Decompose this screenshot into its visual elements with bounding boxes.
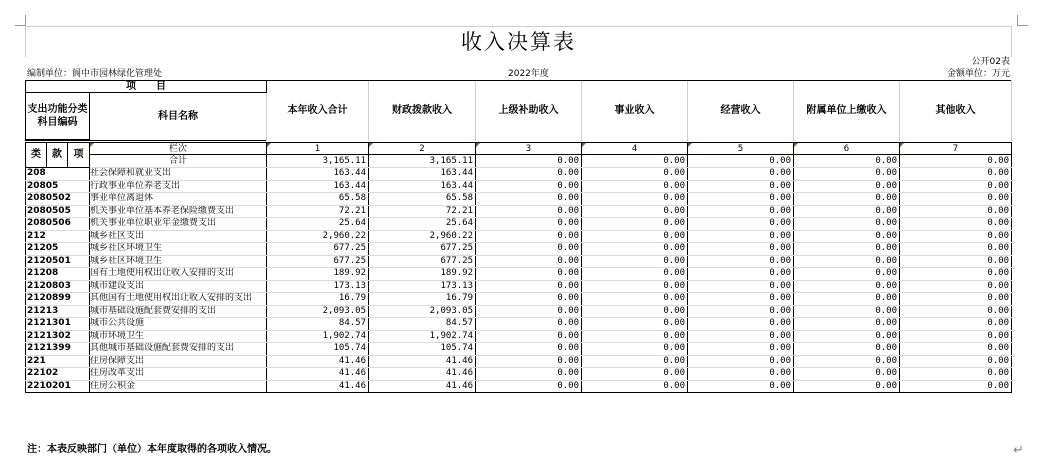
subject-name: 城乡社区支出 <box>90 230 267 243</box>
subject-code: 2080502 <box>26 193 90 206</box>
amount-cell: 0.00 <box>476 280 582 293</box>
amount-cell: 0.00 <box>476 343 582 356</box>
subject-code: 2120501 <box>26 255 90 268</box>
col-header-2: 财政拨款收入 <box>369 81 476 141</box>
lanci-label: 栏次 <box>90 143 267 155</box>
amount-cell: 16.79 <box>267 293 369 306</box>
table-code: 公开02表 <box>971 57 1010 67</box>
amount-cell: 677.25 <box>267 255 369 268</box>
amount-cell: 2,093.05 <box>369 305 476 318</box>
amount-cell: 163.44 <box>369 180 476 193</box>
amount-cell: 0.00 <box>688 205 794 218</box>
amount-cell: 41.46 <box>369 380 476 393</box>
amount-cell: 0.00 <box>476 205 582 218</box>
amount-cell: 25.64 <box>369 218 476 231</box>
amount-cell: 0.00 <box>900 318 1012 331</box>
subject-name: 事业单位离退休 <box>90 193 267 206</box>
amount-cell: 0.00 <box>582 268 688 281</box>
amount-cell: 0.00 <box>794 193 900 206</box>
amount-cell: 72.21 <box>369 205 476 218</box>
amount-cell: 0.00 <box>582 255 688 268</box>
total-cell: 0.00 <box>794 155 900 168</box>
amount-cell: 0.00 <box>794 243 900 256</box>
subject-name: 其他国有土地使用权出让收入安排的支出 <box>90 293 267 306</box>
amount-cell: 2,960.22 <box>369 230 476 243</box>
amount-cell: 0.00 <box>900 243 1012 256</box>
amount-cell: 0.00 <box>900 255 1012 268</box>
col-number: 2 <box>369 143 476 155</box>
amount-cell: 0.00 <box>794 280 900 293</box>
amount-cell: 0.00 <box>900 330 1012 343</box>
amount-cell: 0.00 <box>476 268 582 281</box>
subject-code: 22102 <box>26 368 90 381</box>
amount-cell: 0.00 <box>688 368 794 381</box>
col-header-5: 经营收入 <box>688 81 794 141</box>
amount-cell: 189.92 <box>369 268 476 281</box>
amount-cell: 0.00 <box>900 205 1012 218</box>
amount-cell: 0.00 <box>582 305 688 318</box>
amount-cell: 0.00 <box>582 218 688 231</box>
subject-name: 住房公积金 <box>90 380 267 393</box>
amount-cell: 84.57 <box>267 318 369 331</box>
paragraph-return-icon: ↵ <box>1013 443 1024 458</box>
amount-cell: 0.00 <box>688 330 794 343</box>
subject-name: 城乡社区环境卫生 <box>90 255 267 268</box>
amount-cell: 1,902.74 <box>267 330 369 343</box>
amount-cell: 0.00 <box>476 243 582 256</box>
amount-cell: 0.00 <box>794 230 900 243</box>
amount-cell: 0.00 <box>900 305 1012 318</box>
amount-cell: 0.00 <box>476 368 582 381</box>
function-code-header: 支出功能分类科目编码 <box>26 93 90 140</box>
amount-cell: 0.00 <box>794 255 900 268</box>
data-table <box>25 142 1012 393</box>
amount-cell: 0.00 <box>582 368 688 381</box>
table-note: 注：本表反映部门（单位）本年度取得的各项收入情况。 <box>27 444 277 455</box>
subject-code: 20805 <box>26 180 90 193</box>
amount-cell: 0.00 <box>794 330 900 343</box>
amount-cell: 0.00 <box>582 193 688 206</box>
table-row <box>26 243 1012 256</box>
amount-cell: 0.00 <box>582 205 688 218</box>
amount-cell: 0.00 <box>900 193 1012 206</box>
table-row <box>26 280 1012 293</box>
amount-cell: 163.44 <box>267 168 369 181</box>
subject-code: 208 <box>26 168 90 181</box>
subject-name: 社会保障和就业支出 <box>90 168 267 181</box>
amount-cell: 72.21 <box>267 205 369 218</box>
total-cell: 0.00 <box>688 155 794 168</box>
subject-name: 机关事业单位职业年金缴费支出 <box>90 218 267 231</box>
amount-cell: 2,960.22 <box>267 230 369 243</box>
amount-cell: 173.13 <box>369 280 476 293</box>
amount-cell: 0.00 <box>794 205 900 218</box>
subject-code: 21213 <box>26 305 90 318</box>
amount-cell: 0.00 <box>476 180 582 193</box>
subject-name: 城市基础设施配套费安排的支出 <box>90 305 267 318</box>
amount-cell: 0.00 <box>688 255 794 268</box>
amount-cell: 0.00 <box>688 343 794 356</box>
subject-code: 2120803 <box>26 280 90 293</box>
subject-code: 2121302 <box>26 330 90 343</box>
table-row <box>26 180 1012 193</box>
amount-cell: 0.00 <box>582 180 688 193</box>
amount-cell: 0.00 <box>582 343 688 356</box>
table-row <box>26 255 1012 268</box>
amount-cell: 41.46 <box>267 368 369 381</box>
table-row <box>26 168 1012 181</box>
amount-cell: 0.00 <box>688 380 794 393</box>
subject-name-header: 科目名称 <box>90 93 267 141</box>
amount-cell: 0.00 <box>582 243 688 256</box>
amount-cell: 0.00 <box>794 380 900 393</box>
total-cell: 0.00 <box>582 155 688 168</box>
amount-cell: 0.00 <box>900 343 1012 356</box>
amount-cell: 163.44 <box>267 180 369 193</box>
table-row <box>26 193 1012 206</box>
subject-code: 2080506 <box>26 218 90 231</box>
amount-cell: 16.79 <box>369 293 476 306</box>
page-title: 收入决算表 <box>25 26 1012 57</box>
compiling-unit: 编制单位：阆中市园林绿化管理处 <box>27 69 163 79</box>
crop-mark-top-left <box>15 15 26 26</box>
subject-name: 国有土地使用权出让收入安排的支出 <box>90 268 267 281</box>
amount-cell: 0.00 <box>794 168 900 181</box>
amount-cell: 0.00 <box>688 230 794 243</box>
table-row <box>26 293 1012 306</box>
amount-cell: 0.00 <box>900 218 1012 231</box>
total-cell: 3,165.11 <box>267 155 369 168</box>
amount-cell: 173.13 <box>267 280 369 293</box>
amount-cell: 0.00 <box>476 330 582 343</box>
amount-cell: 2,093.05 <box>267 305 369 318</box>
amount-cell: 0.00 <box>476 380 582 393</box>
amount-cell: 0.00 <box>794 180 900 193</box>
amount-cell: 0.00 <box>688 318 794 331</box>
total-cell: 0.00 <box>476 155 582 168</box>
amount-cell: 0.00 <box>794 368 900 381</box>
amount-cell: 0.00 <box>794 318 900 331</box>
amount-cell: 0.00 <box>582 318 688 331</box>
amount-cell: 0.00 <box>476 318 582 331</box>
amount-cell: 25.64 <box>267 218 369 231</box>
xiang-label: 项 <box>68 143 90 168</box>
amount-cell: 0.00 <box>476 218 582 231</box>
subject-code: 221 <box>26 355 90 368</box>
crop-mark-top-right <box>1017 15 1028 26</box>
amount-cell: 0.00 <box>900 380 1012 393</box>
amount-cell: 0.00 <box>900 180 1012 193</box>
amount-cell: 677.25 <box>267 243 369 256</box>
subject-name: 城乡社区环境卫生 <box>90 243 267 256</box>
col-number: 1 <box>267 143 369 155</box>
subject-name: 住房保障支出 <box>90 355 267 368</box>
amount-cell: 0.00 <box>900 355 1012 368</box>
col-number: 4 <box>582 143 688 155</box>
amount-cell: 0.00 <box>794 343 900 356</box>
table-row <box>26 355 1012 368</box>
amount-cell: 163.44 <box>369 168 476 181</box>
amount-cell: 677.25 <box>369 243 476 256</box>
col-header-3: 上级补助收入 <box>476 81 582 141</box>
amount-cell: 0.00 <box>476 305 582 318</box>
amount-cell: 0.00 <box>794 355 900 368</box>
subject-name: 城市环境卫生 <box>90 330 267 343</box>
amount-cell: 0.00 <box>476 255 582 268</box>
amount-cell: 0.00 <box>688 293 794 306</box>
total-row <box>26 155 1012 168</box>
amount-cell: 0.00 <box>688 168 794 181</box>
col-header-7: 其他收入 <box>900 81 1012 141</box>
amount-cell: 0.00 <box>582 355 688 368</box>
subject-name: 行政事业单位养老支出 <box>90 180 267 193</box>
table-row <box>26 268 1012 281</box>
total-cell: 3,165.11 <box>369 155 476 168</box>
amount-cell: 0.00 <box>900 268 1012 281</box>
table-row <box>26 318 1012 331</box>
amount-cell: 0.00 <box>688 268 794 281</box>
amount-cell: 84.57 <box>369 318 476 331</box>
table-row <box>26 218 1012 231</box>
amount-cell: 0.00 <box>582 293 688 306</box>
table-row <box>26 305 1012 318</box>
amount-cell: 0.00 <box>688 305 794 318</box>
subject-name: 机关事业单位基本养老保险缴费支出 <box>90 205 267 218</box>
amount-cell: 0.00 <box>476 193 582 206</box>
table-row <box>26 343 1012 356</box>
amount-cell: 0.00 <box>900 230 1012 243</box>
amount-cell: 0.00 <box>582 230 688 243</box>
subject-code: 2080505 <box>26 205 90 218</box>
amount-cell: 0.00 <box>476 355 582 368</box>
amount-cell: 189.92 <box>267 268 369 281</box>
subject-code: 21205 <box>26 243 90 256</box>
amount-cell: 65.58 <box>369 193 476 206</box>
fiscal-year: 2022年度 <box>508 69 549 79</box>
subject-code: 2121301 <box>26 318 90 331</box>
table-row <box>26 368 1012 381</box>
amount-cell: 0.00 <box>476 230 582 243</box>
amount-cell: 41.46 <box>369 355 476 368</box>
amount-cell: 0.00 <box>688 243 794 256</box>
table-row <box>26 230 1012 243</box>
amount-cell: 0.00 <box>900 368 1012 381</box>
amount-cell: 0.00 <box>688 280 794 293</box>
amount-cell: 41.46 <box>369 368 476 381</box>
table-row <box>26 380 1012 393</box>
lei-label: 类 <box>26 143 47 168</box>
amount-cell: 677.25 <box>369 255 476 268</box>
subject-name: 城市公共设施 <box>90 318 267 331</box>
amount-cell: 0.00 <box>582 280 688 293</box>
amount-cell: 0.00 <box>900 168 1012 181</box>
header-row-1 <box>26 81 1012 93</box>
amount-cell: 0.00 <box>794 293 900 306</box>
amount-cell: 0.00 <box>900 293 1012 306</box>
amount-cell: 65.58 <box>267 193 369 206</box>
amount-cell: 0.00 <box>582 168 688 181</box>
item-header: 项 目 <box>26 81 267 93</box>
col-number: 6 <box>794 143 900 155</box>
total-label: 合计 <box>90 155 267 168</box>
col-number: 5 <box>688 143 794 155</box>
amount-cell: 0.00 <box>476 168 582 181</box>
table-row <box>26 205 1012 218</box>
income-statement-table <box>25 80 1012 141</box>
lanci-row <box>26 143 1012 155</box>
col-number: 3 <box>476 143 582 155</box>
amount-cell: 41.46 <box>267 355 369 368</box>
total-cell: 0.00 <box>900 155 1012 168</box>
amount-cell: 0.00 <box>688 355 794 368</box>
currency-unit: 金额单位：万元 <box>946 69 1010 79</box>
amount-cell: 41.46 <box>267 380 369 393</box>
amount-cell: 0.00 <box>688 180 794 193</box>
amount-cell: 0.00 <box>476 293 582 306</box>
amount-cell: 0.00 <box>794 268 900 281</box>
subject-code: 212 <box>26 230 90 243</box>
subject-code: 21208 <box>26 268 90 281</box>
amount-cell: 105.74 <box>369 343 476 356</box>
table-row <box>26 330 1012 343</box>
amount-cell: 0.00 <box>794 218 900 231</box>
subject-name: 住房改革支出 <box>90 368 267 381</box>
amount-cell: 0.00 <box>900 280 1012 293</box>
col-header-4: 事业收入 <box>582 81 688 141</box>
subject-code: 2121399 <box>26 343 90 356</box>
subject-code: 2210201 <box>26 380 90 393</box>
amount-cell: 0.00 <box>794 305 900 318</box>
subject-name: 城市建设支出 <box>90 280 267 293</box>
kuan-label: 款 <box>47 143 68 168</box>
col-header-1: 本年收入合计 <box>267 81 369 141</box>
amount-cell: 105.74 <box>267 343 369 356</box>
amount-cell: 0.00 <box>582 330 688 343</box>
amount-cell: 0.00 <box>688 218 794 231</box>
amount-cell: 1,902.74 <box>369 330 476 343</box>
col-header-6: 附属单位上缴收入 <box>794 81 900 141</box>
col-number: 7 <box>900 143 1012 155</box>
subject-code: 2120899 <box>26 293 90 306</box>
amount-cell: 0.00 <box>582 380 688 393</box>
subject-name: 其他城市基础设施配套费安排的支出 <box>90 343 267 356</box>
amount-cell: 0.00 <box>688 193 794 206</box>
